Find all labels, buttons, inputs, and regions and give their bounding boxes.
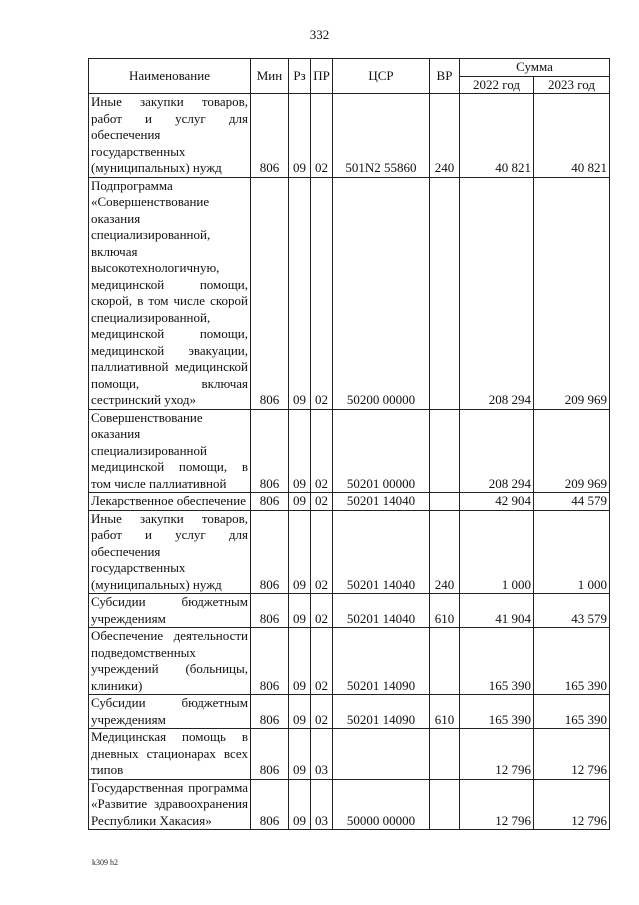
row-pr: 02 <box>311 177 333 409</box>
row-csr <box>333 729 430 780</box>
table-row <box>89 177 610 409</box>
row-rz: 09 <box>289 594 311 628</box>
row-min: 806 <box>251 779 289 830</box>
row-name: Иные закупки товаров, работ и услуг для обеспечения государственных (муниципальных) нужд <box>89 510 251 594</box>
row-rz: 09 <box>289 628 311 695</box>
row-amount-2023: 12 796 <box>534 729 610 780</box>
table-row <box>89 729 610 780</box>
header-sum: Сумма <box>460 59 610 77</box>
table-row <box>89 94 610 178</box>
row-rz: 09 <box>289 177 311 409</box>
header-csr: ЦСР <box>333 59 430 94</box>
row-pr: 02 <box>311 594 333 628</box>
row-vr <box>430 409 460 493</box>
table-row <box>89 510 610 594</box>
header-pr: ПР <box>311 59 333 94</box>
row-min: 806 <box>251 729 289 780</box>
table-row <box>89 695 610 729</box>
row-min: 806 <box>251 628 289 695</box>
row-min: 806 <box>251 493 289 511</box>
row-vr <box>430 729 460 780</box>
table-row <box>89 779 610 830</box>
row-csr: 50201 14040 <box>333 510 430 594</box>
row-amount-2022: 208 294 <box>460 177 534 409</box>
row-pr: 02 <box>311 510 333 594</box>
table-row <box>89 628 610 695</box>
row-rz: 09 <box>289 94 311 178</box>
row-vr <box>430 177 460 409</box>
row-amount-2023: 209 969 <box>534 177 610 409</box>
row-name: Лекарственное обеспечение <box>89 493 251 511</box>
header-min: Мин <box>251 59 289 94</box>
row-amount-2022: 165 390 <box>460 695 534 729</box>
row-pr: 02 <box>311 493 333 511</box>
row-amount-2023: 1 000 <box>534 510 610 594</box>
row-amount-2022: 42 904 <box>460 493 534 511</box>
row-amount-2023: 209 969 <box>534 409 610 493</box>
row-amount-2023: 43 579 <box>534 594 610 628</box>
row-pr: 03 <box>311 779 333 830</box>
row-amount-2023: 165 390 <box>534 695 610 729</box>
row-csr: 50201 00000 <box>333 409 430 493</box>
header-year-2022: 2022 год <box>460 76 534 94</box>
row-name: Иные закупки товаров, работ и услуг для обеспечения государственных (муниципальных) нужд <box>89 94 251 178</box>
row-vr: 240 <box>430 510 460 594</box>
row-csr: 50201 14090 <box>333 628 430 695</box>
row-vr <box>430 779 460 830</box>
row-vr: 610 <box>430 594 460 628</box>
table-row <box>89 594 610 628</box>
row-pr: 02 <box>311 628 333 695</box>
table-row <box>89 493 610 511</box>
row-csr: 50200 00000 <box>333 177 430 409</box>
row-name: Медицинская помощь в дневных стационарах всех типов <box>89 729 251 780</box>
row-rz: 09 <box>289 779 311 830</box>
row-amount-2023: 165 390 <box>534 628 610 695</box>
row-name: Государственная программа «Развитие здравоохранения Республики Хакасия» <box>89 779 251 830</box>
row-min: 806 <box>251 594 289 628</box>
row-rz: 09 <box>289 729 311 780</box>
header-rz: Рз <box>289 59 311 94</box>
row-csr: 50201 14090 <box>333 695 430 729</box>
row-amount-2023: 12 796 <box>534 779 610 830</box>
row-rz: 09 <box>289 695 311 729</box>
row-min: 806 <box>251 94 289 178</box>
row-vr <box>430 628 460 695</box>
row-vr: 610 <box>430 695 460 729</box>
row-name: Обеспечение деятельности подведомственных учреждений (больницы, клиники) <box>89 628 251 695</box>
row-csr: 50000 00000 <box>333 779 430 830</box>
row-min: 806 <box>251 409 289 493</box>
row-name: Субсидии бюджетным учреждениям <box>89 594 251 628</box>
header-name: Наименование <box>89 59 251 94</box>
row-min: 806 <box>251 695 289 729</box>
row-vr <box>430 493 460 511</box>
row-amount-2023: 40 821 <box>534 94 610 178</box>
table-row <box>89 409 610 493</box>
row-name: Совершенствование оказания специализированной медицинской помощи, в том числе паллиативной <box>89 409 251 493</box>
footer-code: k309 h2 <box>92 858 118 867</box>
row-min: 806 <box>251 177 289 409</box>
page-number: 332 <box>309 27 330 42</box>
row-name: Субсидии бюджетным учреждениям <box>89 695 251 729</box>
row-amount-2022: 12 796 <box>460 729 534 780</box>
row-amount-2022: 208 294 <box>460 409 534 493</box>
row-amount-2023: 44 579 <box>534 493 610 511</box>
budget-table <box>88 58 610 830</box>
row-name: Подпрограмма «Совершенствование оказания специализированной, включая высокотехнологичную, медицинской помощи, скорой, в том числе скорой специализированной, медицинской помощи, медицинской эвакуации, паллиативной медицинской помощи, включая сестринский уход» <box>89 177 251 409</box>
row-pr: 02 <box>311 94 333 178</box>
row-csr: 50201 14040 <box>333 493 430 511</box>
row-pr: 03 <box>311 729 333 780</box>
row-amount-2022: 12 796 <box>460 779 534 830</box>
row-csr: 50201 14040 <box>333 594 430 628</box>
row-amount-2022: 165 390 <box>460 628 534 695</box>
row-rz: 09 <box>289 493 311 511</box>
header-vr: ВР <box>430 59 460 94</box>
header-year-2023: 2023 год <box>534 76 610 94</box>
row-rz: 09 <box>289 409 311 493</box>
row-amount-2022: 41 904 <box>460 594 534 628</box>
row-amount-2022: 1 000 <box>460 510 534 594</box>
row-pr: 02 <box>311 695 333 729</box>
row-amount-2022: 40 821 <box>460 94 534 178</box>
row-vr: 240 <box>430 94 460 178</box>
row-rz: 09 <box>289 510 311 594</box>
row-csr: 501N2 55860 <box>333 94 430 178</box>
row-pr: 02 <box>311 409 333 493</box>
row-min: 806 <box>251 510 289 594</box>
